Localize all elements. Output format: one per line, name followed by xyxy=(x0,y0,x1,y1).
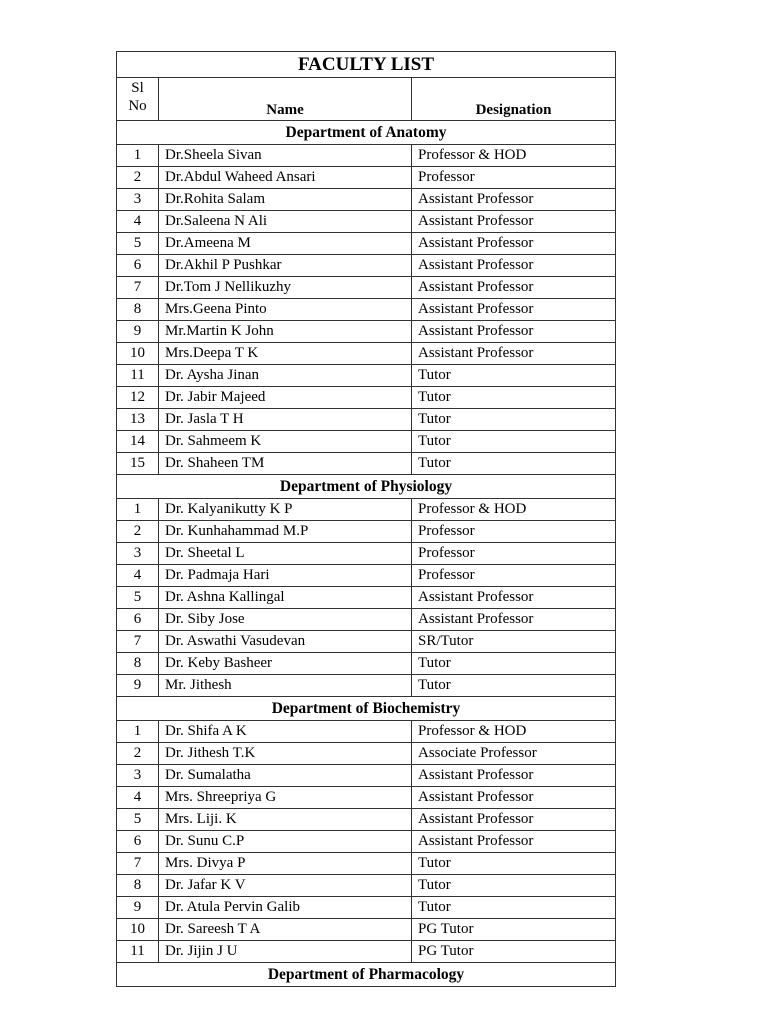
table-row xyxy=(117,853,616,875)
designation-cell: Associate Professor xyxy=(412,743,616,765)
name-cell: Dr. Aswathi Vasudevan xyxy=(159,631,412,653)
sl-number-cell: 6 xyxy=(117,609,159,631)
sl-number-cell: 11 xyxy=(117,941,159,963)
title-row xyxy=(117,52,616,78)
designation-cell: Tutor xyxy=(412,365,616,387)
table-row xyxy=(117,321,616,343)
table-row xyxy=(117,167,616,189)
name-cell: Mrs.Geena Pinto xyxy=(159,299,412,321)
designation-cell: Assistant Professor xyxy=(412,787,616,809)
name-cell: Mrs. Shreepriya G xyxy=(159,787,412,809)
designation-cell: Tutor xyxy=(412,409,616,431)
name-cell: Dr. Sahmeem K xyxy=(159,431,412,453)
table-row xyxy=(117,765,616,787)
designation-cell: Tutor xyxy=(412,853,616,875)
department-header-row xyxy=(117,963,616,987)
table-row xyxy=(117,299,616,321)
designation-cell: Professor xyxy=(412,521,616,543)
designation-cell: Professor xyxy=(412,543,616,565)
table-row xyxy=(117,233,616,255)
designation-cell: Tutor xyxy=(412,653,616,675)
sl-number-cell: 6 xyxy=(117,831,159,853)
name-cell: Dr. Jijin J U xyxy=(159,941,412,963)
name-header: Name xyxy=(159,78,412,121)
sl-number-cell: 15 xyxy=(117,453,159,475)
sl-header-line2: No xyxy=(128,98,147,114)
department-header-row xyxy=(117,475,616,499)
table-row xyxy=(117,387,616,409)
designation-cell: Professor & HOD xyxy=(412,499,616,521)
department-header-row xyxy=(117,697,616,721)
department-name: Department of Physiology xyxy=(117,475,616,499)
sl-number-cell: 3 xyxy=(117,189,159,211)
sl-number-cell: 11 xyxy=(117,365,159,387)
designation-cell: Assistant Professor xyxy=(412,277,616,299)
name-cell: Dr.Sheela Sivan xyxy=(159,145,412,167)
designation-cell: Professor xyxy=(412,167,616,189)
name-cell: Dr. Aysha Jinan xyxy=(159,365,412,387)
sl-number-cell: 10 xyxy=(117,343,159,365)
designation-cell: Tutor xyxy=(412,453,616,475)
name-cell: Dr. Shaheen TM xyxy=(159,453,412,475)
table-row xyxy=(117,343,616,365)
designation-cell: Assistant Professor xyxy=(412,299,616,321)
sl-number-cell: 3 xyxy=(117,765,159,787)
table-row xyxy=(117,277,616,299)
table-row xyxy=(117,211,616,233)
designation-cell: Tutor xyxy=(412,431,616,453)
name-cell: Dr. Atula Pervin Galib xyxy=(159,897,412,919)
name-cell: Dr. Sumalatha xyxy=(159,765,412,787)
sl-no-header xyxy=(117,78,159,121)
name-cell: Dr. Sheetal L xyxy=(159,543,412,565)
designation-cell: Assistant Professor xyxy=(412,831,616,853)
sl-number-cell: 9 xyxy=(117,897,159,919)
header-row xyxy=(117,78,616,121)
name-cell: Mr.Martin K John xyxy=(159,321,412,343)
name-cell: Mr. Jithesh xyxy=(159,675,412,697)
sl-number-cell: 5 xyxy=(117,233,159,255)
designation-cell: Tutor xyxy=(412,675,616,697)
name-cell: Mrs. Divya P xyxy=(159,853,412,875)
sl-number-cell: 9 xyxy=(117,321,159,343)
name-cell: Dr. Shifa A K xyxy=(159,721,412,743)
table-row xyxy=(117,145,616,167)
table-row xyxy=(117,431,616,453)
table-row xyxy=(117,653,616,675)
designation-cell: Assistant Professor xyxy=(412,587,616,609)
designation-cell: Professor xyxy=(412,565,616,587)
name-cell: Dr.Saleena N Ali xyxy=(159,211,412,233)
sl-number-cell: 14 xyxy=(117,431,159,453)
designation-cell: Assistant Professor xyxy=(412,809,616,831)
designation-cell: Assistant Professor xyxy=(412,255,616,277)
table-row xyxy=(117,787,616,809)
designation-cell: Assistant Professor xyxy=(412,189,616,211)
sl-number-cell: 10 xyxy=(117,919,159,941)
name-cell: Mrs.Deepa T K xyxy=(159,343,412,365)
name-cell: Dr. Kalyanikutty K P xyxy=(159,499,412,521)
table-row xyxy=(117,565,616,587)
sl-number-cell: 8 xyxy=(117,875,159,897)
name-cell: Dr. Jithesh T.K xyxy=(159,743,412,765)
designation-cell: Tutor xyxy=(412,387,616,409)
table-row xyxy=(117,499,616,521)
designation-cell: SR/Tutor xyxy=(412,631,616,653)
table-row xyxy=(117,919,616,941)
table-row xyxy=(117,409,616,431)
table-row xyxy=(117,941,616,963)
table-row xyxy=(117,255,616,277)
table-row xyxy=(117,721,616,743)
page-title: FACULTY LIST xyxy=(117,52,616,78)
designation-cell: Professor & HOD xyxy=(412,145,616,167)
sl-number-cell: 4 xyxy=(117,211,159,233)
table-row xyxy=(117,543,616,565)
name-cell: Dr. Jabir Majeed xyxy=(159,387,412,409)
name-cell: Mrs. Liji. K xyxy=(159,809,412,831)
designation-cell: PG Tutor xyxy=(412,919,616,941)
designation-cell: Assistant Professor xyxy=(412,609,616,631)
designation-cell: PG Tutor xyxy=(412,941,616,963)
sl-number-cell: 13 xyxy=(117,409,159,431)
faculty-table-body xyxy=(117,52,616,987)
designation-cell: Tutor xyxy=(412,875,616,897)
name-cell: Dr. Kunhahammad M.P xyxy=(159,521,412,543)
name-cell: Dr. Jasla T H xyxy=(159,409,412,431)
name-cell: Dr. Sareesh T A xyxy=(159,919,412,941)
table-row xyxy=(117,809,616,831)
table-row xyxy=(117,631,616,653)
name-cell: Dr.Rohita Salam xyxy=(159,189,412,211)
table-row xyxy=(117,875,616,897)
sl-number-cell: 8 xyxy=(117,299,159,321)
name-cell: Dr.Tom J Nellikuzhy xyxy=(159,277,412,299)
name-cell: Dr.Ameena M xyxy=(159,233,412,255)
sl-number-cell: 1 xyxy=(117,721,159,743)
sl-header-line1: Sl xyxy=(131,80,144,96)
designation-cell: Assistant Professor xyxy=(412,343,616,365)
table-row xyxy=(117,675,616,697)
sl-number-cell: 5 xyxy=(117,587,159,609)
sl-number-cell: 4 xyxy=(117,565,159,587)
sl-number-cell: 1 xyxy=(117,145,159,167)
sl-number-cell: 1 xyxy=(117,499,159,521)
sl-number-cell: 5 xyxy=(117,809,159,831)
table-row xyxy=(117,189,616,211)
table-row xyxy=(117,609,616,631)
department-name: Department of Anatomy xyxy=(117,121,616,145)
name-cell: Dr. Keby Basheer xyxy=(159,653,412,675)
sl-number-cell: 4 xyxy=(117,787,159,809)
sl-number-cell: 3 xyxy=(117,543,159,565)
sl-number-cell: 9 xyxy=(117,675,159,697)
name-cell: Dr. Sunu C.P xyxy=(159,831,412,853)
sl-number-cell: 2 xyxy=(117,743,159,765)
designation-cell: Professor & HOD xyxy=(412,721,616,743)
table-row xyxy=(117,521,616,543)
sl-number-cell: 7 xyxy=(117,853,159,875)
designation-cell: Assistant Professor xyxy=(412,321,616,343)
name-cell: Dr.Abdul Waheed Ansari xyxy=(159,167,412,189)
designation-cell: Assistant Professor xyxy=(412,233,616,255)
sl-number-cell: 6 xyxy=(117,255,159,277)
table-row xyxy=(117,453,616,475)
department-header-row xyxy=(117,121,616,145)
designation-cell: Assistant Professor xyxy=(412,765,616,787)
name-cell: Dr. Siby Jose xyxy=(159,609,412,631)
name-cell: Dr. Ashna Kallingal xyxy=(159,587,412,609)
designation-header: Designation xyxy=(412,78,616,121)
designation-cell: Tutor xyxy=(412,897,616,919)
sl-number-cell: 2 xyxy=(117,167,159,189)
sl-number-cell: 8 xyxy=(117,653,159,675)
designation-cell: Assistant Professor xyxy=(412,211,616,233)
table-row xyxy=(117,365,616,387)
table-row xyxy=(117,897,616,919)
table-row xyxy=(117,743,616,765)
table-row xyxy=(117,587,616,609)
name-cell: Dr. Padmaja Hari xyxy=(159,565,412,587)
name-cell: Dr.Akhil P Pushkar xyxy=(159,255,412,277)
department-name: Department of Biochemistry xyxy=(117,697,616,721)
table-row xyxy=(117,831,616,853)
faculty-table xyxy=(116,51,616,987)
sl-number-cell: 7 xyxy=(117,631,159,653)
department-name: Department of Pharmacology xyxy=(117,963,616,987)
sl-number-cell: 2 xyxy=(117,521,159,543)
sl-number-cell: 12 xyxy=(117,387,159,409)
name-cell: Dr. Jafar K V xyxy=(159,875,412,897)
sl-number-cell: 7 xyxy=(117,277,159,299)
